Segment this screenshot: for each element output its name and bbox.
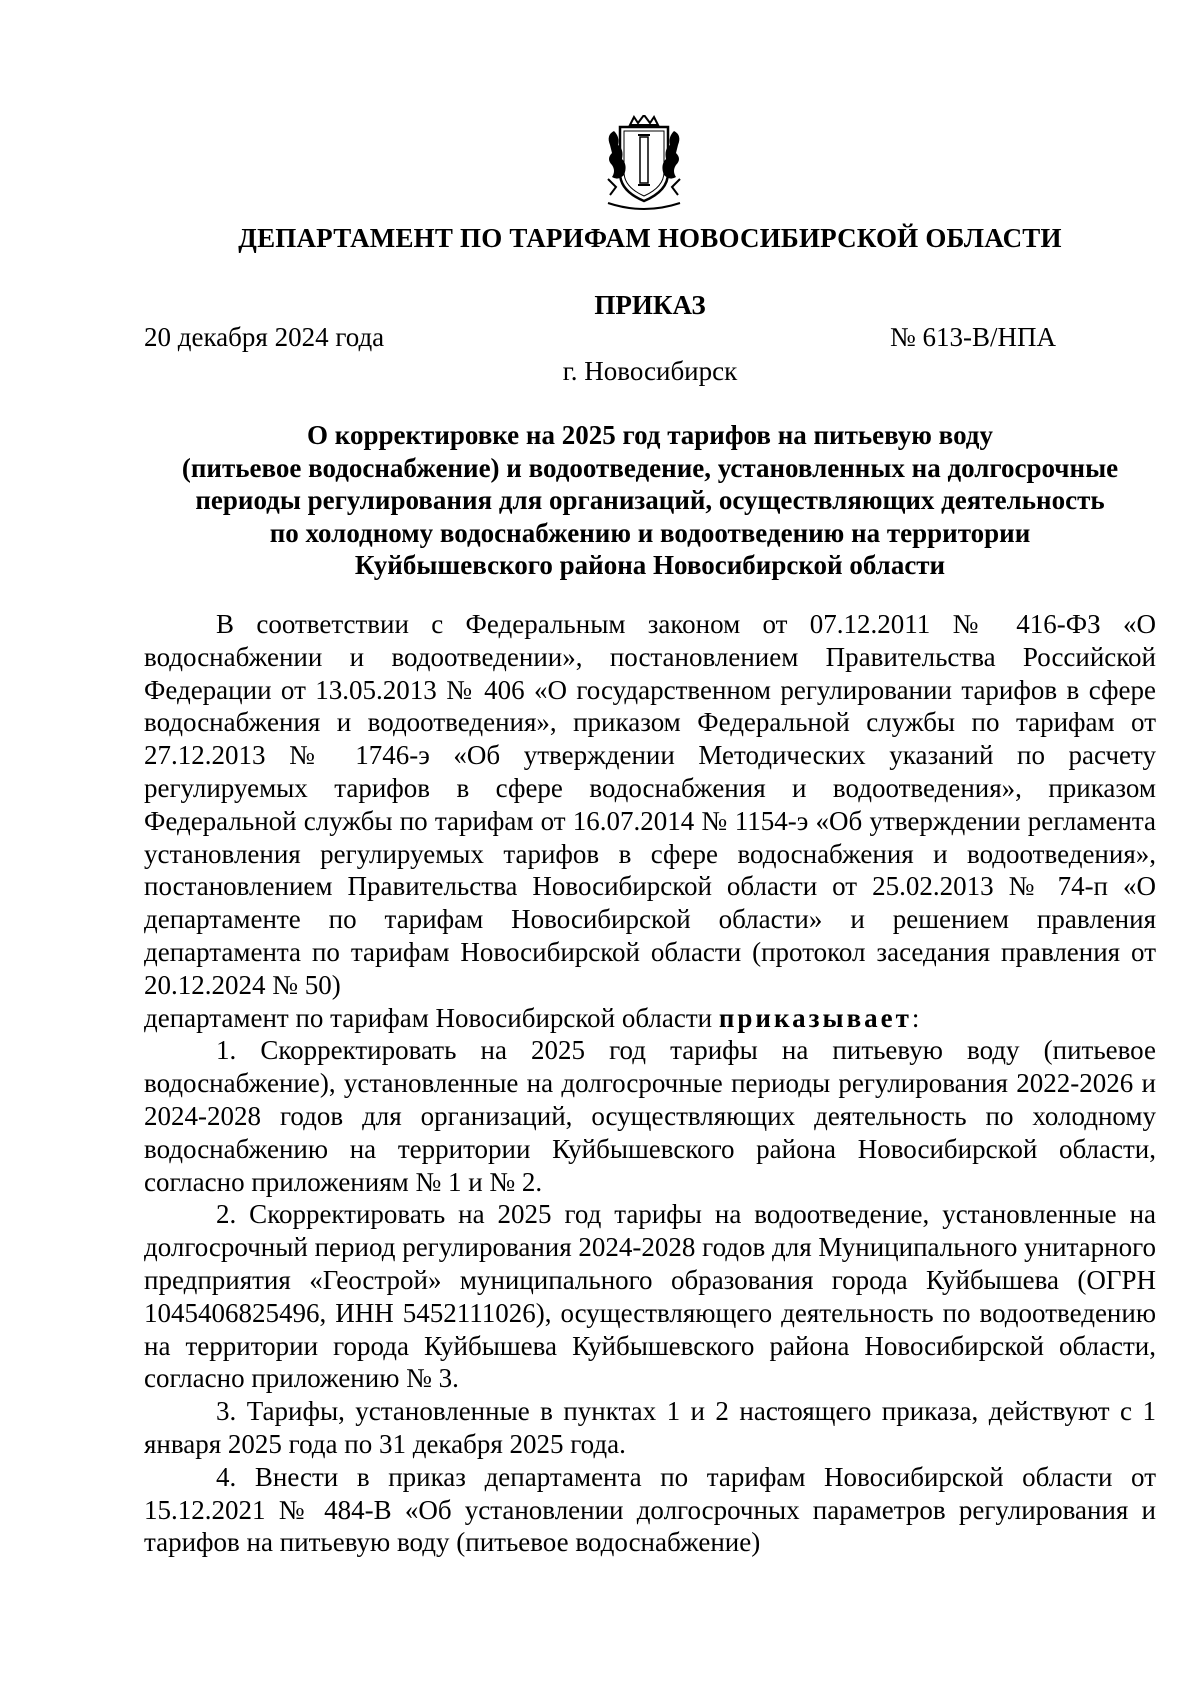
order-item: 2. Скорректировать на 2025 год тарифы на водоотведение, установленные на долгосрочный период регулирования 2024-2028 годов для Муниципального унитарного предприятия «Геострой» муниципального образования города Куйбышева (ОГРН 1045406825496, ИНН 5452111026), осуществляющего деятельность по водоотведению на территории города Куйбышева Куйбышевского района Новосибирской области, согласно приложению № 3. [144,1199,1156,1394]
subject-line: (питьевое водоснабжение) и водоотведение, установленных на долгосрочные [181,452,1119,483]
department-name: ДЕПАРТАМЕНТ ПО ТАРИФАМ НОВОСИБИРСКОЙ ОБЛАСТИ [238,223,1062,253]
preamble-paragraph: В соответствии с Федеральным законом от 07.12.2011 № 416-ФЗ «О водоснабжении и водоотведении», постановлением Правительства Российской Федерации от 13.05.2013 № 406 «О государственном регулировании тарифов в сфере водоснабжения и водоотведения», приказом Федеральной службы по тарифам от 27.12.2013 № 1746-э «Об утверждении Методических указаний по расчету регулируемых тарифов в сфере водоснабжения и водоотведения», приказом Федеральной службы по тарифам от 16.07.2014 № 1154-э «Об утверждении регламента установления регулируемых тарифов в сфере водоснабжения и водоотведения», постановлением Правительства Новосибирской области от 25.02.2013 № 74-п «О департаменте по тарифам Новосибирской области» и решением правления департамента по тарифам Новосибирской области (протокол заседания правления от 20.12.2024 № 50) [144,609,1156,1000]
orders-word: приказывает [718,1002,912,1033]
document-city: г. Новосибирск [562,356,738,386]
document-subject [144,419,1156,582]
document-type: ПРИКАЗ [594,290,706,320]
orders-lead: департамент по тарифам Новосибирской области [144,1002,713,1033]
order-item: 1. Скорректировать на 2025 год тарифы на питьевую воду (питьевое водоснабжение), установленные на долгосрочные периоды регулирования 2022-2026 и 2024-2028 годов для организаций, осуществляющих деятельность по холодному водоснабжению на территории Куйбышевского района Новосибирской области, согласно приложениям № 1 и № 2. [144,1035,1156,1197]
orders-line [144,1002,1156,1035]
subject-line: по холодному водоснабжению и водоотведению на территории [269,517,1031,548]
order-item: 3. Тарифы, установленные в пунктах 1 и 2 настоящего приказа, действуют с 1 января 2025 года по 31 декабря 2025 года. [144,1396,1156,1459]
orders-colon: : [911,1002,920,1033]
order-item: 4. Внести в приказ департамента по тарифам Новосибирской области от 15.12.2021 № 484-В «Об установлении долгосрочных параметров регулирования и тарифов на питьевую воду (питьевое водоснабжение) [144,1461,1156,1558]
subject-line: периоды регулирования для организаций, осуществляющих деятельность [195,485,1105,516]
document-number: № 613-В/НПА [889,322,1056,352]
document-body [144,608,1156,1559]
subject-line: Куйбышевского района Новосибирской области [354,550,946,581]
coat-of-arms-emblem [600,115,688,215]
subject-line: О корректировке на 2025 год тарифов на питьевую воду [307,420,993,450]
document-date: 20 декабря 2024 года [144,322,385,352]
